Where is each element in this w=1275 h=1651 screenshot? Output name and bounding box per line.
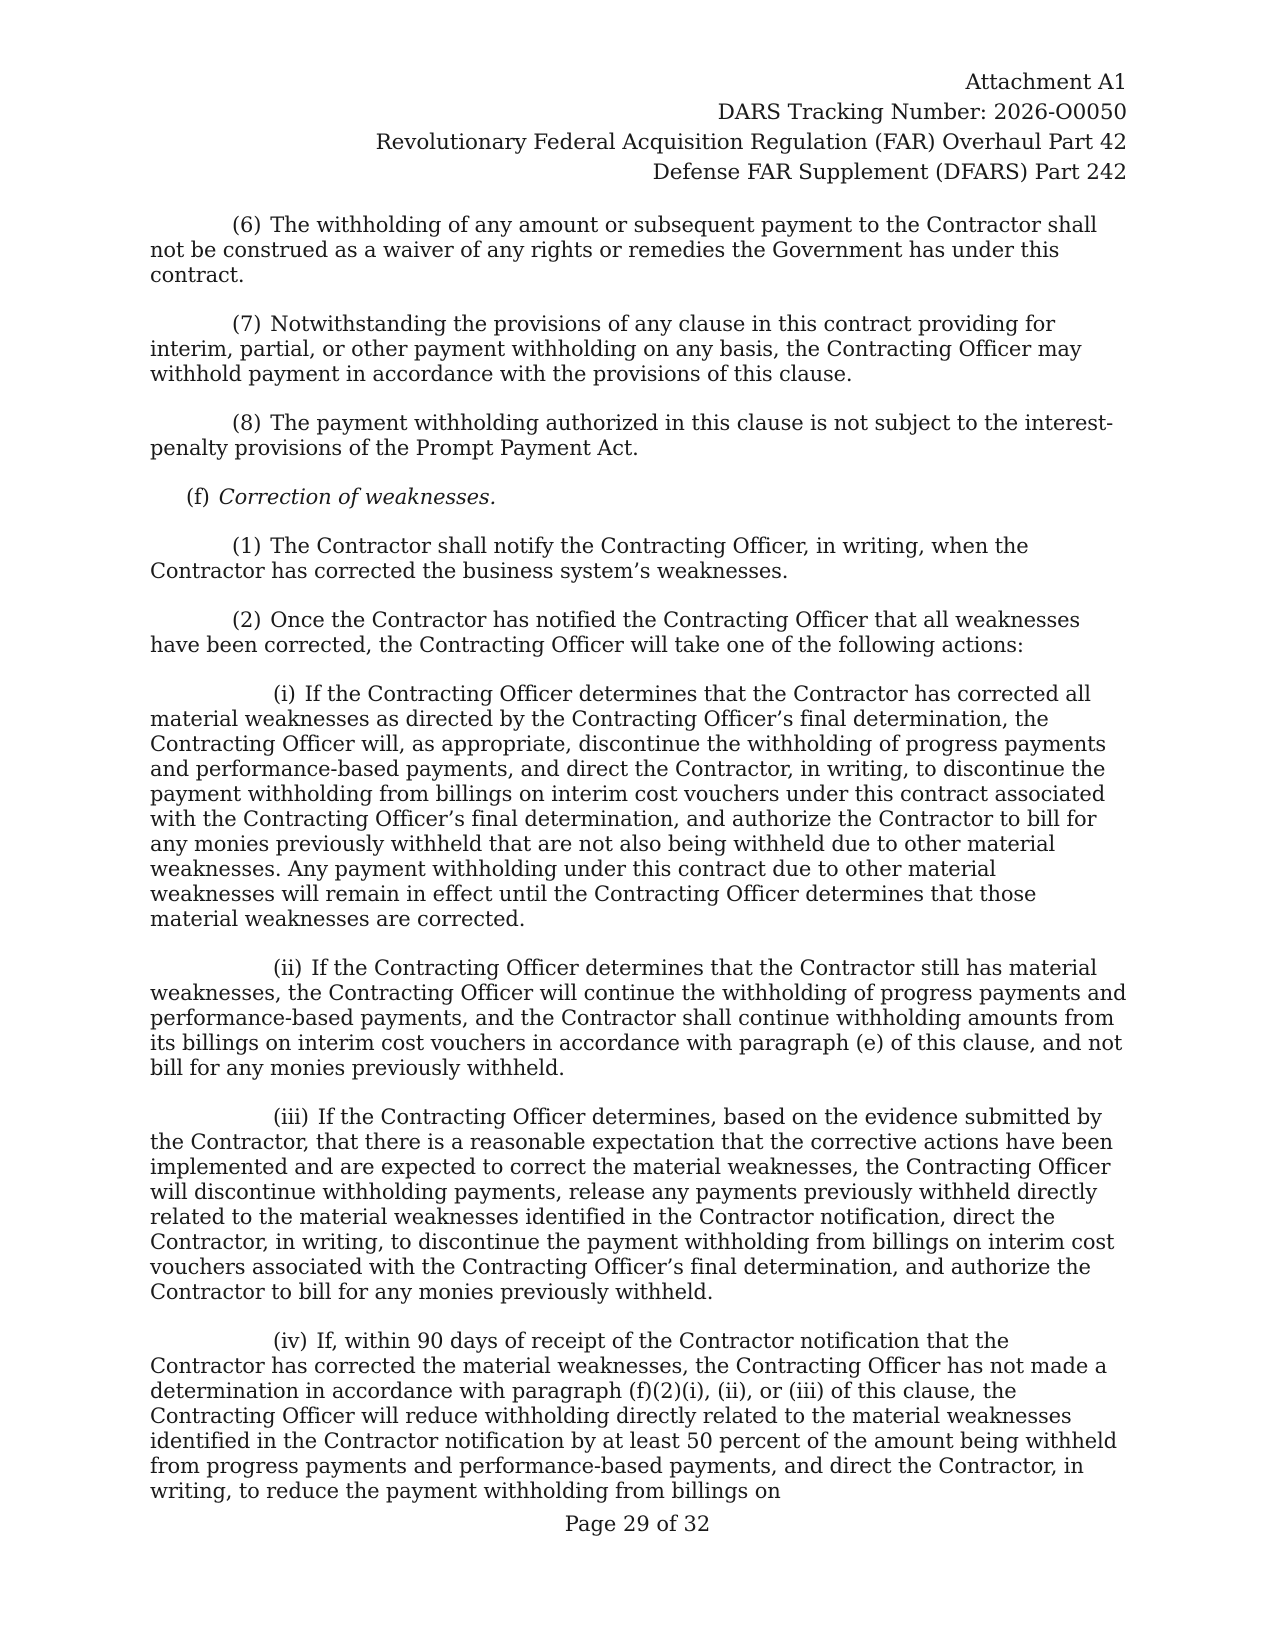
paragraph-marker: (2): [232, 608, 262, 632]
section-heading-text: Correction of weaknesses.: [218, 485, 497, 509]
page-number: Page 29 of 32: [564, 1512, 711, 1536]
paragraph-f1: [150, 534, 1127, 584]
header-attachment: Attachment A1: [965, 70, 1127, 95]
paragraph-e6: [150, 213, 1127, 288]
paragraph-f2ii: [150, 956, 1127, 1081]
document-page: [150, 68, 1127, 1628]
paragraph-marker: (iii): [273, 1105, 309, 1129]
paragraph-text: If the Contracting Officer determines, based on the evidence submitted by the Contractor, that there is a reasonable expectation that the corrective actions have been implemented and are expected to correct the material weaknesses, the Contracting Officer will discontinue withholding payments, release any payments previously withheld directly related to the material weaknesses identified in the Contractor notification, direct the Contractor, in writing, to discontinue the payment withholding from billings on interim cost vouchers associated with the Contracting Officer’s final determination, and authorize the Contractor to bill for any monies previously withheld.: [150, 1105, 1115, 1304]
paragraph-e8: [150, 411, 1127, 461]
paragraph-text: If, within 90 days of receipt of the Contractor notification that the Contractor has corrected the material weaknesses, the Contracting Officer has not made a determination in accordance with paragraph (f)(2)(i), (ii), or (iii) of this clause, the Contracting Officer will reduce withholding directly related to the material weaknesses identified in the Contractor notification by at least 50 percent of the amount being withheld from progress payments and performance-based payments, and direct the Contractor, in writing, to reduce the payment withholding from billings on: [150, 1329, 1117, 1503]
paragraph-text: Notwithstanding the provisions of any clause in this contract providing for interim, partial, or other payment withholding on any basis, the Contracting Officer may withhold payment in accordance with the provisions of this clause.: [150, 312, 1082, 386]
paragraph-marker: (6): [232, 213, 262, 237]
paragraph-text: Once the Contractor has notified the Contracting Officer that all weaknesses have been corrected, the Contracting Officer will take one of the following actions:: [150, 608, 1081, 657]
document-body: [150, 213, 1127, 1504]
paragraph-f2iv: [150, 1329, 1127, 1504]
header-dfars-part: Defense FAR Supplement (DFARS) Part 242: [652, 160, 1127, 185]
paragraph-marker: (1): [232, 534, 262, 558]
paragraph-text: If the Contracting Officer determines that the Contractor has corrected all material weaknesses as directed by the Contracting Officer’s final determination, the Contracting Officer will, as appropriate, discontinue the withholding of progress payments and performance-based payments, and direct the Contractor, in writing, to discontinue the payment withholding from billings on interim cost vouchers under this contract associated with the Contracting Officer’s final determination, and authorize the Contractor to bill for any monies previously withheld that are not also being withheld due to other material weaknesses. Any payment withholding under this contract due to other material weaknesses will remain in effect until the Contracting Officer determines that those material weaknesses are corrected.: [150, 682, 1106, 931]
paragraph-text: The payment withholding authorized in this clause is not subject to the interest-penalty provisions of the Prompt Payment Act.: [150, 411, 1114, 460]
paragraph-marker: (ii): [273, 956, 303, 980]
paragraph-f2: [150, 608, 1127, 658]
paragraph-f2iii: [150, 1105, 1127, 1305]
section-f-heading: [150, 485, 1127, 510]
header-tracking-number: DARS Tracking Number: 2026-O0050: [717, 100, 1127, 125]
paragraph-marker: (i): [273, 682, 296, 706]
header-far-part: Revolutionary Federal Acquisition Regulation (FAR) Overhaul Part 42: [375, 130, 1127, 155]
paragraph-marker: (7): [232, 312, 262, 336]
paragraph-text: If the Contracting Officer determines that the Contractor still has material weaknesses, the Contracting Officer will continue the withholding of progress payments and performance-based payments, and the Contractor shall continue withholding amounts from its billings on interim cost vouchers in accordance with paragraph (e) of this clause, and not bill for any monies previously withheld.: [150, 956, 1127, 1080]
paragraph-e7: [150, 312, 1127, 387]
paragraph-marker: (8): [232, 411, 262, 435]
paragraph-marker: (iv): [273, 1329, 308, 1353]
paragraph-text: The withholding of any amount or subsequent payment to the Contractor shall not be construed as a waiver of any rights or remedies the Government has under this contract.: [150, 213, 1097, 287]
paragraph-marker: (f): [186, 485, 210, 509]
document-header: [150, 68, 1127, 188]
paragraph-text: The Contractor shall notify the Contracting Officer, in writing, when the Contractor has corrected the business system’s weaknesses.: [150, 534, 1029, 583]
paragraph-f2i: [150, 682, 1127, 932]
